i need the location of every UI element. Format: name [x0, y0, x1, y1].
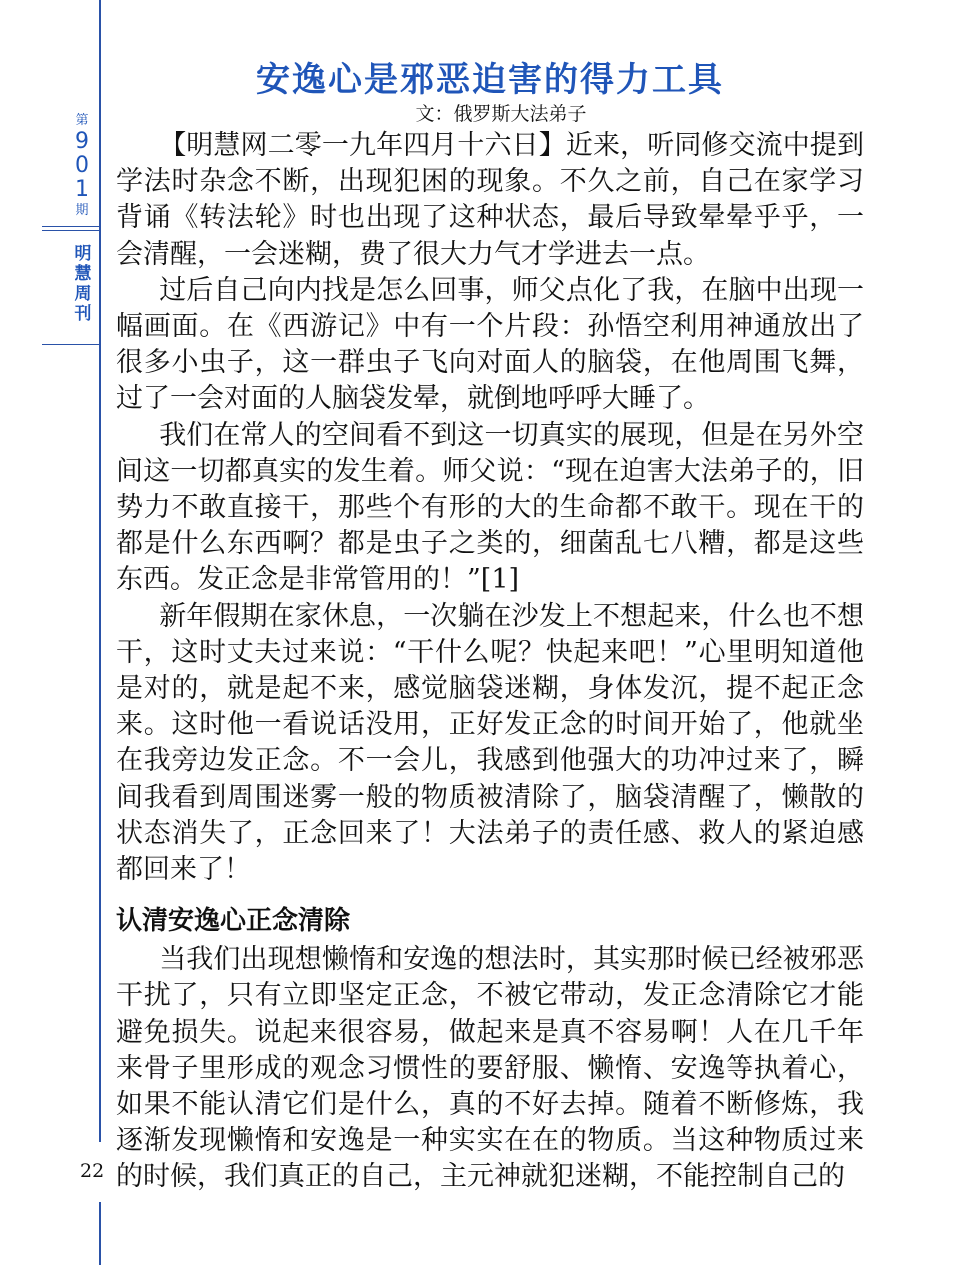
journal-char: 慧	[74, 264, 92, 284]
issue-digit: 1	[75, 177, 89, 202]
article-title: 安逸心是邪恶迫害的得力工具	[256, 60, 724, 100]
article-author: 文：俄罗斯大法弟子	[415, 103, 587, 125]
article-paragraph: 【明慧网二零一九年四月十六日】近来，听同修交流中提到学法时杂念不断，出现犯困的现象。不久之前，自己在家学习背诵《转法轮》时也出现了这种状态，最后导致晕晕乎乎，一会清醒，一会迷糊，费了很大力气才学进去一点。	[116, 130, 864, 270]
journal-char: 刊	[74, 304, 92, 324]
article-paragraph: 当我们出现想懒惰和安逸的想法时，其实那时候已经被邪恶干扰了，只有立即坚定正念，不被它带动，发正念清除它才能避免损失。说起来很容易，做起来是真不容易啊！人在几千年来骨子里形成的观念习惯性的要舒服、懒惰、安逸等执着心，如果不能认清它们是什么，真的不好去掉。随着不断修炼，我逐渐发现懒惰和安逸是一种实实在在的物质。当这种物质过来的时候，我们真正的自己，主元神就犯迷糊，不能控制自己的	[116, 944, 864, 1193]
divider-rule	[42, 344, 100, 345]
issue-prefix: 第	[75, 113, 89, 128]
issue-suffix: 期	[75, 203, 89, 218]
issue-digit: 9	[75, 129, 89, 154]
article-paragraph: 过后自己向内找是怎么回事，师父点化了我，在脑中出现一幅画面。在《西游记》中有一个片段：孙悟空利用神通放出了很多小虫子，这一群虫子飞向对面人的脑袋，在他周围飞舞，过了一会对面的人脑袋发晕，就倒地呼呼大睡了。	[116, 274, 864, 415]
journal-char: 周	[74, 284, 92, 304]
section-heading: 认清安逸心正念清除	[116, 906, 351, 937]
divider-rule	[42, 226, 100, 227]
page-number: 22	[80, 1160, 105, 1182]
divider-rule	[42, 230, 100, 231]
journal-name	[66, 244, 100, 324]
article-paragraph: 新年假期在家休息，一次躺在沙发上不想起来，什么也不想干，这时丈夫过来说：“干什么呢？快起来吧！”心里明知道他是对的，就是起不来，感觉脑袋迷糊，身体发沉，提不起正念来。这时他一看说话没用，正好发正念的时间开始了，他就坐在我旁边发正念。不一会儿，我感到他强大的功冲过来了，瞬间我看到周围迷雾一般的物质被清除了，脑袋清醒了，懒散的状态消失了，正念回来了！大法弟子的责任感、救人的紧迫感都回来了！	[116, 600, 864, 886]
issue-digits	[60, 130, 104, 202]
issue-digit: 0	[75, 153, 89, 178]
article	[116, 58, 864, 1196]
journal-char: 明	[74, 244, 92, 264]
issue-number	[60, 112, 104, 220]
article-paragraph: 我们在常人的空间看不到这一切真实的展现，但是在另外空间这一切都真实的发生着。师父说：“现在迫害大法弟子的，旧势力不敢直接干，那些个有形的大的生命都不敢干。现在干的都是什么东西啊？都是虫子之类的，细菌乱七八糟，都是这些东西。发正念是非常管用的！”[1]	[116, 419, 864, 596]
sidebar	[0, 0, 105, 1265]
